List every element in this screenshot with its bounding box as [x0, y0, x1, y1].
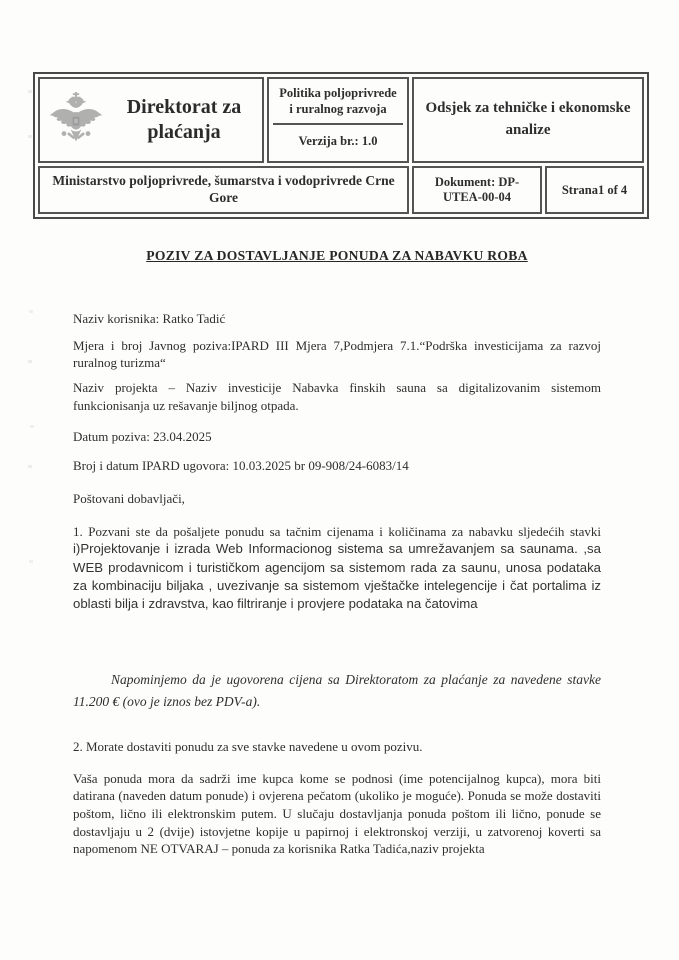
item2-line: 2. Morate dostaviti ponudu za sve stavke navedene u ovom pozivu. — [73, 739, 423, 755]
department-cell: Odsjek za tehničke i ekonomske analize — [412, 77, 644, 163]
delivery-instructions: Vaša ponuda mora da sadrži ime kupca kome se podnosi (ime potencijalnog kupca), mora biti datirana (naveden datum ponude) i ovjerena pečatom (ukoliko je moguće). Ponuda se može dostaviti poštom, lično ili elektronskim putem. U slučaju dostavljanja ponuda poštom ili lično, ponude se dostavljaju u 2 (dvije) istovjetne kopije u papirnoj i elektronskoj verziji, u zatvorenoj koverti sa napomenom NE OTVARAJ – ponuda za korisnika Ratka Tadića,naziv projekta — [73, 770, 601, 857]
salutation: Poštovani dobavljači, — [73, 491, 185, 507]
scan-artifacts — [28, 90, 32, 93]
policy-label: Politika poljoprivrede i ruralnog razvoja — [273, 81, 403, 125]
ministry-cell: Ministarstvo poljoprivrede, šumarstva i vodoprivrede Crne Gore — [38, 166, 409, 214]
beneficiary-line: Naziv korisnika: Ratko Tadić — [73, 311, 226, 326]
project-name-line: Naziv projekta – Naziv investicije Nabavka finskih sauna sa digitalizovanim sistemom funkcionisanja uz rešavanje biljnog otpada. — [73, 380, 601, 413]
policy-version-cell — [267, 77, 409, 163]
org-title: Direktorat za plaćanja — [126, 96, 242, 144]
page-number-cell: Strana1 of 4 — [545, 166, 644, 214]
measure-line: Mjera i broj Javnog poziva:IPARD III Mjera 7,Podmjera 7.1.“Podrška investicijama za razvoj ruralnog turizma“ — [73, 338, 601, 371]
document-title: POZIV ZA DOSTAVLJANJE PONUDA ZA NABAVKU ROBA — [146, 248, 528, 263]
document-header-table — [33, 72, 649, 219]
contract-number-line: Broj i datum IPARD ugovora: 10.03.2025 br 09-908/24-6083/14 — [73, 457, 409, 473]
item1-intro: 1. Pozvani ste da pošaljete ponudu sa tačnim cijenama i količinama za nabavku sljedećih stavki — [73, 524, 601, 540]
org-cell — [38, 77, 264, 163]
coat-of-arms-icon — [44, 92, 108, 148]
item1-detail: i)Projektovanje i izrada Web Informacionog sistema sa umrežavanjem sa saunama. ,sa WEB prodavnicom i turističkom agencijom sa sistemom rada za saunu, unosa podataka za kombinaciju biljaka , uvezivanje sa sistemom vještačke intelegencije i čat portalima iz oblasti bilja i zdravstva, kao filtriranje i provjere podataka na čatovima — [73, 541, 601, 612]
version-label: Verzija br.: 1.0 — [298, 134, 378, 149]
call-date-line: Datum poziva: 23.04.2025 — [73, 428, 212, 444]
document-number-cell: Dokument: DP-UTEA-00-04 — [412, 166, 542, 214]
price-note-italic: Napominjemo da je ugovorena cijena sa Direktoratom za plaćanje za navedene stavke 11.200 € (ovo je iznos bez PDV-a). — [73, 672, 601, 709]
document-body — [73, 240, 601, 858]
